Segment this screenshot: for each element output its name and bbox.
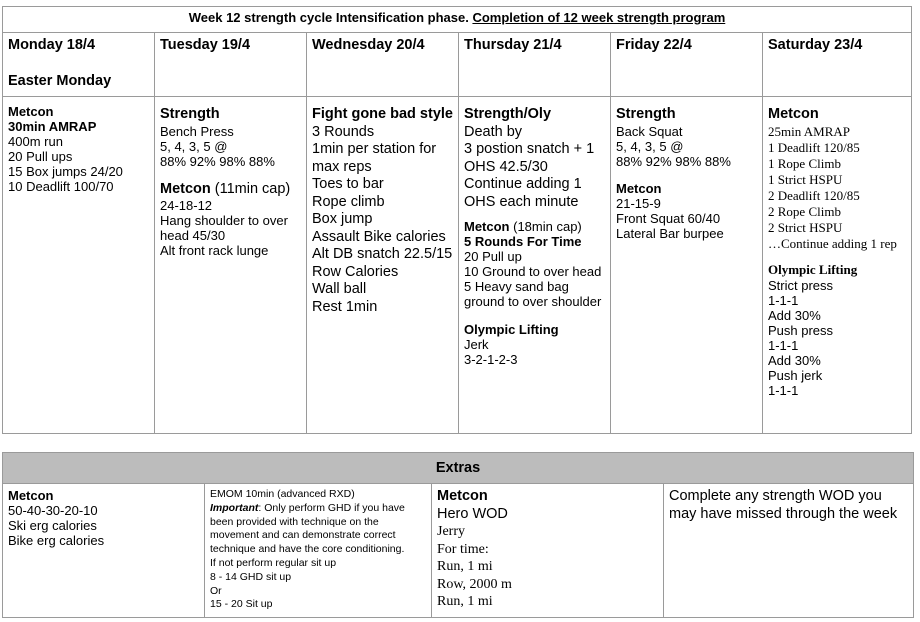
important-text: : Only perform GHD if you have been provided with technique on the movement and can demonstrate correct technique and have the core conditioning.	[210, 501, 405, 556]
workout-line: Alt front rack lunge	[160, 243, 269, 258]
workout-line: For time:	[437, 541, 489, 557]
workout-line: 88% 92% 98% 88%	[616, 153, 731, 169]
day-name: Saturday 23/4	[768, 37, 863, 53]
workout-line: 15 Box jumps 24/20	[8, 164, 123, 179]
metcon-heading	[464, 219, 605, 234]
workout-line: Rest 1min	[312, 298, 378, 315]
workout-line: Box jump	[312, 211, 373, 227]
workout-line: 5 Heavy sand bag ground to over shoulder	[464, 279, 602, 309]
extras-header: Extras	[3, 453, 913, 484]
day-body	[3, 97, 154, 433]
workout-line: Alt DB snatch 22.5/15	[312, 246, 453, 262]
day-header	[763, 33, 911, 97]
workout-line: Bike erg calories	[8, 533, 105, 548]
workout-line: Rope climb	[312, 193, 385, 210]
day-name: Thursday 21/4	[464, 37, 562, 53]
workout-line: 88% 92% 98% 88%	[160, 153, 275, 169]
workout-line: 24-18-12	[160, 198, 213, 213]
workout-line: Add 30%	[768, 352, 821, 368]
workout-line: Continue adding 1 OHS each minute	[464, 176, 582, 210]
workout-line: 20 Pull up	[464, 249, 522, 264]
workout-title: Metcon	[8, 104, 54, 119]
workout-line: Or	[210, 584, 222, 597]
workout-line: Strict press	[768, 277, 834, 293]
day-body	[459, 97, 610, 433]
workout-line: 3 Rounds	[312, 123, 375, 140]
weekly-schedule-table	[2, 6, 912, 434]
workout-line: Hang shoulder to over head 45/30	[160, 213, 288, 243]
strength-title: Strength	[616, 106, 676, 122]
workout-line: 5, 4, 3, 5 @	[160, 138, 228, 154]
workout-line: Toes to bar	[312, 176, 384, 192]
workout-line: 1-1-1	[768, 292, 799, 308]
workout-line: Push press	[768, 322, 834, 338]
day-column-friday	[610, 33, 762, 433]
extras-col-note	[663, 484, 913, 617]
title-underlined: Completion of 12 week strength program	[472, 10, 726, 25]
day-name: Friday 22/4	[616, 37, 692, 53]
workout-line: 1 Deadlift 120/85	[768, 139, 860, 155]
day-subtitle: Easter Monday	[8, 73, 112, 89]
day-column-tuesday	[154, 33, 306, 433]
day-body	[763, 97, 911, 433]
workout-line: 1-1-1	[768, 337, 799, 353]
workout-title: Metcon	[437, 488, 488, 504]
workout-line: 1-1-1	[768, 382, 799, 398]
metcon-title: Metcon	[464, 219, 510, 234]
workout-title: Fight gone bad style	[312, 106, 453, 122]
workout-line: 10 Ground to over head	[464, 264, 602, 279]
workout-line: 50-40-30-20-10	[8, 503, 98, 518]
workout-line: 2 Deadlift 120/85	[768, 187, 860, 203]
day-header	[307, 33, 458, 97]
day-column-wednesday	[306, 33, 458, 433]
workout-line: Row Calories	[312, 263, 399, 280]
workout-line: 15 - 20 Sit up	[210, 598, 273, 611]
day-body	[307, 97, 458, 433]
metcon-subtitle: 5 Rounds For Time	[464, 234, 582, 249]
workout-line: 10 Deadlift 100/70	[8, 179, 114, 194]
workout-line: Assault Bike calories	[312, 228, 446, 245]
day-body	[155, 97, 306, 433]
workout-line: Front Squat 60/40	[616, 210, 721, 226]
day-name: Tuesday 19/4	[160, 37, 251, 53]
metcon-cap: (18min cap)	[509, 219, 582, 234]
workout-line: 20 Pull ups	[8, 149, 73, 164]
workout-line: 25min AMRAP	[768, 123, 850, 139]
workout-line: Death by	[464, 123, 523, 140]
oly-title: Olympic Lifting	[768, 261, 858, 277]
workout-line: Lateral Bar burpee	[616, 225, 724, 241]
metcon-title: Metcon	[768, 106, 819, 122]
workout-line: 1 Rope Climb	[768, 155, 841, 171]
extras-table	[2, 452, 914, 618]
metcon-title: Metcon	[616, 180, 662, 196]
important-note	[210, 502, 426, 557]
extras-col-hero-wod	[431, 484, 663, 617]
important-label: Important	[210, 501, 259, 514]
day-column-saturday	[762, 33, 911, 433]
day-name: Monday 18/4	[8, 37, 96, 53]
workout-line: 3 postion snatch + 1 OHS 42.5/30	[464, 141, 595, 175]
workout-line: Jerry	[437, 524, 465, 539]
workout-line: Run, 1 mi	[437, 559, 493, 574]
extras-col-emom	[204, 484, 431, 617]
day-header	[155, 33, 306, 97]
workout-line: EMOM 10min (advanced RXD)	[210, 488, 355, 500]
workout-line: 5, 4, 3, 5 @	[616, 138, 684, 154]
day-header	[459, 33, 610, 97]
table-title	[3, 7, 911, 33]
workout-line: Push jerk	[768, 367, 823, 383]
workout-line: Ski erg calories	[8, 518, 97, 533]
workout-subtitle: 30min AMRAP	[8, 119, 97, 134]
workout-line: 1 Strict HSPU	[768, 171, 843, 187]
workout-line: Run, 1 mi	[437, 594, 493, 609]
day-body	[611, 97, 762, 433]
note-text: Complete any strength WOD you may have missed through the week	[669, 488, 898, 522]
metcon-cap: (11min cap)	[210, 180, 291, 197]
workout-line: …Continue adding 1 rep	[768, 235, 897, 251]
workout-line: 2 Rope Climb	[768, 203, 841, 219]
workout-line: 3-2-1-2-3	[464, 352, 518, 367]
workout-line: Wall ball	[312, 281, 367, 297]
day-name: Wednesday 20/4	[312, 37, 425, 53]
workout-title: Metcon	[8, 488, 54, 503]
day-header	[3, 33, 154, 97]
workout-line: 2 Strict HSPU	[768, 219, 843, 235]
workout-line: 21-15-9	[616, 195, 661, 211]
workout-line: 8 - 14 GHD sit up	[210, 570, 292, 583]
metcon-heading	[160, 181, 301, 199]
workout-line: Row, 2000 m	[437, 576, 512, 592]
extras-col-metcon	[3, 484, 204, 617]
workout-subtitle: Hero WOD	[437, 505, 508, 522]
workout-title: Strength/Oly	[464, 106, 552, 122]
workout-line: Back Squat	[616, 123, 683, 139]
workout-line: 1min per station for max reps	[312, 141, 437, 175]
day-header	[611, 33, 762, 97]
workout-line: 400m run	[8, 134, 63, 149]
strength-title: Strength	[160, 106, 220, 122]
day-column-monday	[3, 33, 154, 433]
workout-line: Add 30%	[768, 307, 821, 323]
metcon-title: Metcon	[160, 180, 211, 197]
workout-line: If not perform regular sit up	[210, 556, 337, 569]
oly-title: Olympic Lifting	[464, 322, 559, 337]
day-column-thursday	[458, 33, 610, 433]
workout-line: Jerk	[464, 337, 489, 352]
workout-line: Bench Press	[160, 123, 234, 139]
title-prefix: Week 12 strength cycle Intensification phase.	[188, 10, 473, 25]
